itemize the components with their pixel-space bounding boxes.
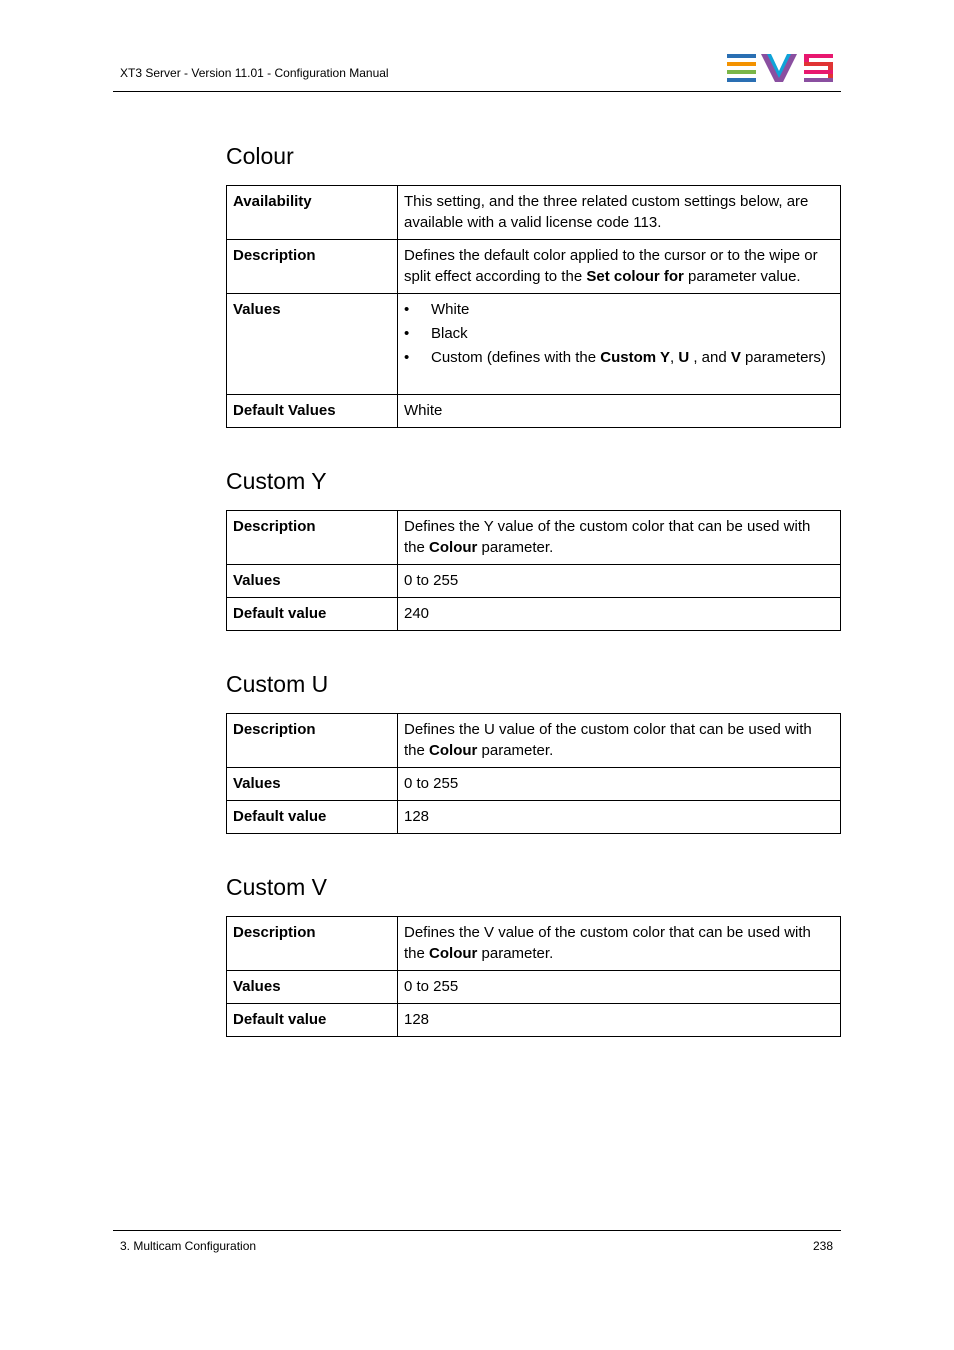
- row-value: 0 to 255: [398, 768, 841, 801]
- table-row: [227, 565, 841, 598]
- row-label: Availability: [227, 186, 398, 240]
- list-item: • White: [404, 301, 470, 318]
- row-label: Values: [227, 565, 398, 598]
- row-value: White: [398, 395, 841, 428]
- page-number: 238: [812, 1239, 833, 1253]
- table-row: [227, 395, 841, 428]
- row-label: Default value: [227, 1004, 398, 1037]
- row-value: 0 to 255: [398, 971, 841, 1004]
- evs-logo: [727, 54, 833, 82]
- row-label: Default value: [227, 801, 398, 834]
- row-value: 128: [398, 801, 841, 834]
- document-title: XT3 Server - Version 11.01 - Configuration Manual: [120, 66, 389, 80]
- section-title: Custom V: [226, 874, 327, 900]
- section-title: Custom U: [226, 671, 329, 697]
- section-custom-y: [226, 468, 841, 631]
- row-value: Defines the default color applied to the cursor or to the wipe or split effect according to the Set colour for parameter value.: [398, 240, 841, 294]
- table-row: [227, 714, 841, 768]
- row-value: Defines the Y value of the custom color that can be used with the Colour parameter.: [398, 511, 841, 565]
- custom-u-table: [226, 713, 841, 834]
- custom-v-table: [226, 916, 841, 1037]
- section-title: Colour: [226, 143, 294, 169]
- row-value: 0 to 255: [398, 565, 841, 598]
- row-label: Values: [227, 971, 398, 1004]
- row-value: 128: [398, 1004, 841, 1037]
- row-label: Default value: [227, 598, 398, 631]
- table-row: [227, 598, 841, 631]
- row-value: 240: [398, 598, 841, 631]
- list-item: • Custom (defines with the Custom Y, U , and V parameters): [404, 349, 826, 366]
- row-label: Description: [227, 240, 398, 294]
- list-item: • Black: [404, 325, 468, 342]
- section-custom-v: [226, 874, 841, 1037]
- section-colour: [226, 143, 841, 428]
- table-row: [227, 511, 841, 565]
- row-label: Description: [227, 714, 398, 768]
- row-label: Description: [227, 511, 398, 565]
- table-row: [227, 240, 841, 294]
- row-value: This setting, and the three related custom settings below, are available with a valid license code 113.: [398, 186, 841, 240]
- table-row: [227, 768, 841, 801]
- row-label: Description: [227, 917, 398, 971]
- page-header: [113, 0, 841, 92]
- table-row: [227, 186, 841, 240]
- row-label: Values: [227, 768, 398, 801]
- row-label: Values: [227, 294, 398, 395]
- table-row: [227, 1004, 841, 1037]
- row-value: [398, 294, 841, 395]
- table-row: [227, 294, 841, 395]
- section-custom-u: [226, 671, 841, 834]
- row-label: Default Values: [227, 395, 398, 428]
- custom-y-table: [226, 510, 841, 631]
- chapter-label: 3. Multicam Configuration: [120, 1239, 257, 1253]
- row-value: Defines the V value of the custom color that can be used with the Colour parameter.: [398, 917, 841, 971]
- row-value: Defines the U value of the custom color that can be used with the Colour parameter.: [398, 714, 841, 768]
- colour-table: [226, 185, 841, 428]
- table-row: [227, 971, 841, 1004]
- page-footer: [113, 1230, 841, 1253]
- table-row: [227, 917, 841, 971]
- section-title: Custom Y: [226, 468, 327, 494]
- table-row: [227, 801, 841, 834]
